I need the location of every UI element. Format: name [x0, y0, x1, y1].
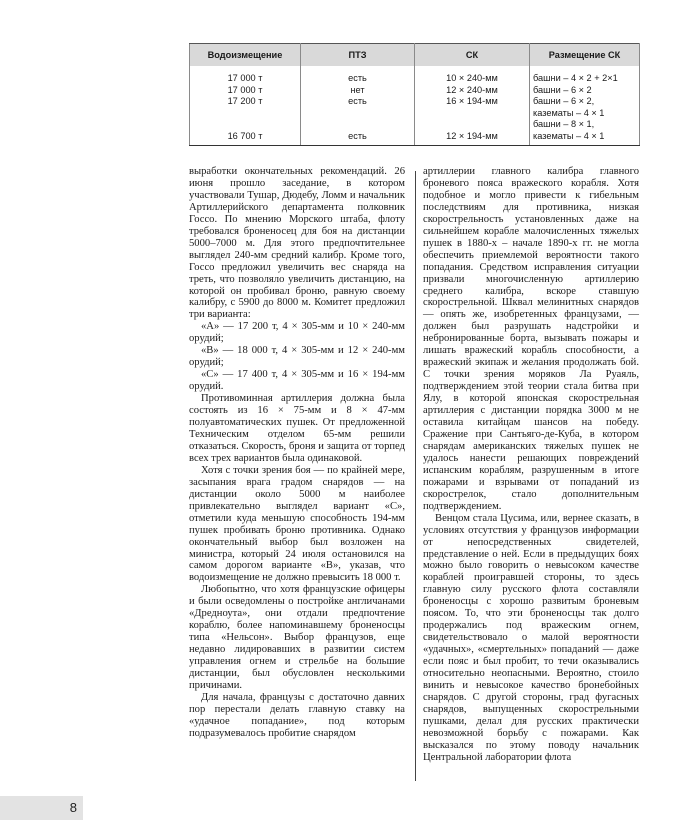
table-cell-placement: [530, 66, 640, 85]
paragraph: выработки окончательных рекомендаций. 26 июня прошло заседание, в котором участвовали Тушар, Дюдебу, Ломм и начальник Артиллерийского департамента полковник Госсо. По мнению Морского штаба, флоту требовался броненосец для боя на дистанции 5000–7000 м. Для этого предпочтительнее выглядел 240-мм средний калибр. Кроме того, Госсо предложил увеличить вес снаряда на треть, что позволяло увеличить дистанцию, на которой он пробивал броню, равную своему калибру, с 5900 до 8000 м. Комитет предложил три варианта:: [189, 166, 405, 321]
header-sk-placement: Размещение СК: [530, 44, 640, 67]
paragraph: Венцом стала Цусима, или, вернее сказать, в условиях отсутствия у французов информации от непосредственных свидетелей, представление о ней. Если в предыдущих боях можно было говорить о невысоком качестве кораблей проигравшей стороны, то здесь главную силу русского флота составляли броненосцы с хорошо развитым броневым поясом. То, что эти броненосцы так долго продержались под вражеским огнем, свидетельствовало о малой вероятности «удачных», «смертельных» попаданий — даже если пояс и был пробит, то течи оказывались относительно неопасными. Вероятно, стоило винить и невысокое качество бронебойных снарядов. С другой стороны, град фугасных снарядов, выпущенных скорострельными пушками, делал для русских практически невозможной борьбу с пожарами. Как высказался по этому поводу начальник Центральной лаборатории флота: [423, 512, 639, 763]
cell-line: [193, 119, 297, 131]
cell-line: башни – 8 × 1,: [533, 119, 595, 129]
cell-line: 12 × 240-мм: [446, 84, 498, 95]
table-cell-placement: [530, 85, 640, 97]
cell-line: башни – 6 × 2: [533, 84, 592, 95]
table-row: [190, 96, 640, 119]
table-row: [190, 66, 640, 85]
cell-line: [304, 119, 411, 131]
ship-variants-table: [189, 43, 640, 146]
table-cell-placement: [530, 96, 640, 119]
table-cell-placement: [530, 119, 640, 146]
table-cell-displacement: [190, 96, 301, 119]
cell-line: башни – 4 × 2 + 2×1: [533, 73, 618, 83]
paragraph: «C» — 17 400 т, 4 × 305-мм и 16 × 194-мм орудий.: [189, 369, 405, 393]
header-sk: СК: [415, 44, 530, 67]
text-column-left: [189, 166, 405, 740]
table-cell-ptz: [301, 85, 415, 97]
cell-line: 10 × 240-мм: [446, 73, 498, 83]
page-number-tab: [0, 796, 83, 820]
column-divider: [415, 171, 416, 781]
paragraph: «A» — 17 200 т, 4 × 305-мм и 10 × 240-мм орудий;: [189, 321, 405, 345]
paragraph: артиллерии главного калибра главного броневого пояса вражеского корабля. Хотя подобное и могло привести к гибельным последствиям для противника, низкая скорострельность установленных даже на сильнейшем корабле малочисленных тяжелых пушек в 1880-х – начале 1890-х гг. не могла обеспечить приемлемой вероятности такого попадания. Средством исправления ситуации призвали многочисленную артиллерию среднего калибра, вскоре ставшую скорострельной. Шквал мелинитных снарядов — опять же, изобретенных французами, — должен был разрушать надстройки и небронированные борта, вызывать пожары и лишать вражеский корабль способности, а вражеский экипаж и желания продолжать бой. С точки зрения моряков Ла Руаяль, подтверждением этой теории стала битва при Ялу, в которой японская скорострельная артиллерия с дистанции порядка 3000 м не оставила китайцам шансов на победу. Сражение при Сантьяго-де-Куба, в котором снарядам американских тяжелых пушек не удалось нанести решающих повреждений испанским кораблям, разрушенным в итоге пожарами и взрывами от попаданий из скорострелок, стало дополнительным подтверждением.: [423, 166, 639, 512]
table-header-row: [190, 44, 640, 67]
table-cell-displacement: [190, 66, 301, 85]
cell-line: башни – 6 × 2,: [533, 96, 595, 106]
table-row: [190, 119, 640, 146]
table-cell-sk: [415, 119, 530, 146]
cell-line: 12 × 194-мм: [446, 130, 498, 141]
page-number: 8: [69, 800, 77, 815]
cell-line: 16 700 т: [227, 130, 263, 141]
header-ptz: ПТЗ: [301, 44, 415, 67]
cell-line: [418, 119, 526, 131]
cell-line: казематы – 4 × 1: [533, 130, 605, 141]
table-cell-displacement: [190, 85, 301, 97]
cell-line: есть: [348, 96, 367, 106]
table-cell-ptz: [301, 119, 415, 146]
cell-line: 17 000 т: [227, 73, 263, 83]
table-cell-sk: [415, 96, 530, 119]
table-cell-ptz: [301, 96, 415, 119]
paragraph: Хотя с точки зрения боя — по крайней мере, засыпания врага градом снарядов — на дистанции около 5000 м наиболее привлекательно выглядел вариант «C», отметили куда меньшую способность 194-мм пушек пробивать броню противника. Однако окончательный выбор был возложен на министра, который 24 июля остановился на самом дорогом варианте «B», указав, что водоизмещение не должно превысить 18 000 т.: [189, 464, 405, 584]
cell-line: есть: [348, 130, 367, 141]
paragraph: Противоминная артиллерия должна была состоять из 16 × 75-мм и 8 × 47-мм полуавтоматических пушек. От предложенной Техническим отделом 65-мм решили отказаться. Скорость, броня и защита от торпед всех трех вариантов была одинаковой.: [189, 393, 405, 464]
table-row: [190, 85, 640, 97]
table-cell-sk: [415, 85, 530, 97]
cell-line: 17 200 т: [227, 96, 263, 106]
cell-line: казематы – 4 × 1: [533, 107, 605, 118]
cell-line: есть: [348, 73, 367, 83]
cell-line: 17 000 т: [227, 84, 263, 95]
cell-line: 16 × 194-мм: [446, 96, 498, 106]
table-cell-ptz: [301, 66, 415, 85]
table-cell-sk: [415, 66, 530, 85]
paragraph: «B» — 18 000 т, 4 × 305-мм и 12 × 240-мм орудий;: [189, 345, 405, 369]
cell-line: нет: [350, 84, 365, 95]
paragraph: Для начала, французы с достаточно давних пор перестали делать главную ставку на «удачное попадание», под которым подразумевалось пробитие снарядом: [189, 691, 405, 739]
table-cell-displacement: [190, 119, 301, 146]
specs-table-container: [189, 43, 639, 146]
paragraph: Любопытно, что хотя французские офицеры и были осведомлены о постройке англичанами «Дредноута», они отдали предпочтение кораблю, более напоминавшему броненосцы типа «Нельсон». Выбор французов, еще недавно лидировавших в развитии систем управления огнем и стрельбе на большие дистанции, был обусловлен несколькими причинами.: [189, 584, 405, 691]
header-displacement: Водоизмещение: [190, 44, 301, 67]
text-column-right: [423, 166, 639, 764]
